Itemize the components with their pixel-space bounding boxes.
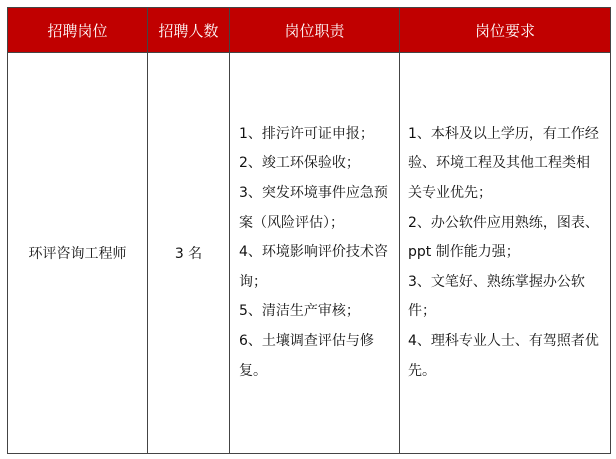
header-count: 招聘人数 [148,8,230,53]
duties-list [231,120,398,386]
requirement-line: 3、文笔好、熟练掌握办公软件； [408,273,585,320]
duty-line: 复。 [239,362,267,379]
duty-line: 5、清洁生产审核； [239,303,360,320]
requirement-line: 1、本科及以上学历，有工作经 [408,125,599,142]
requirement-line: ppt 制作能力强； [408,244,520,261]
job-table [7,7,611,454]
duty-line: 1、排污许可证申报； [239,125,374,142]
duty-line: 案（风险评估）； [239,214,344,231]
header-requirements: 岗位要求 [400,8,611,53]
requirement-line: 2、办公软件应用熟练，图表、 [408,214,599,231]
duty-line: 询； [239,273,267,290]
cell-duties [230,53,400,454]
duty-line: 4、环境影响评价技术咨 [239,244,388,261]
header-duties: 岗位职责 [230,8,400,53]
header-position: 招聘岗位 [8,8,148,53]
requirement-line: 关专业优先； [408,185,492,202]
duty-line: 2、竣工环保验收； [239,155,360,172]
cell-count: 3 名 [148,53,230,454]
header-row [8,8,611,53]
duty-line: 3、突发环境事件应急预 [239,185,388,202]
requirement-line: 验、环境工程及其他工程类相 [408,155,590,172]
job-table-container [7,7,610,451]
duty-line: 6、土壤调查评估与修 [239,332,374,349]
requirement-line: 先。 [408,362,436,379]
cell-position: 环评咨询工程师 [8,53,148,454]
table-row [8,53,611,454]
requirement-line: 4、理科专业人士、有驾照者优 [408,332,599,349]
cell-requirements [400,53,611,454]
requirements-list [401,120,609,386]
